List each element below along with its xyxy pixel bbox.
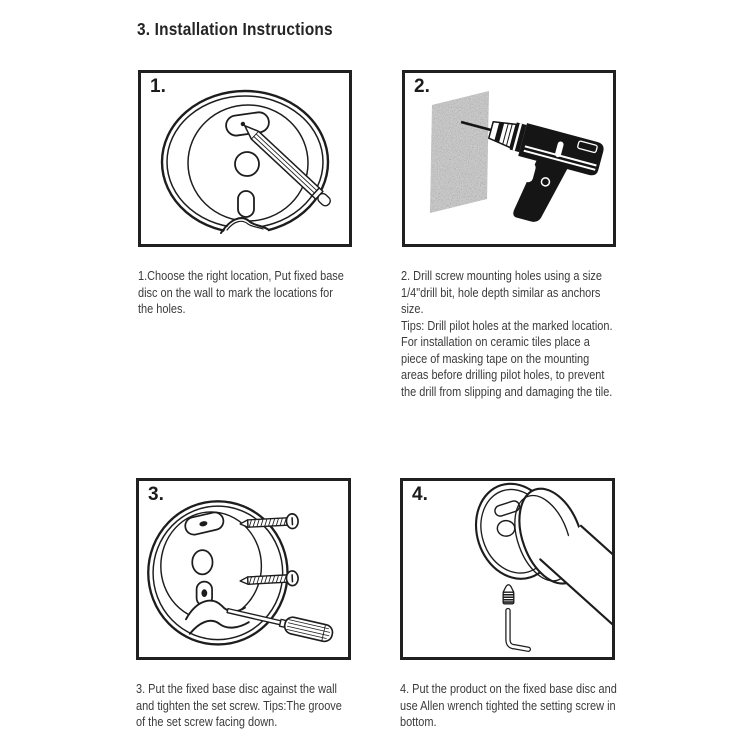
- step-1-panel: [138, 70, 352, 247]
- step-3-number: 3.: [148, 484, 164, 505]
- page-title: 3. Installation Instructions: [137, 19, 333, 39]
- step-2-number: 2.: [414, 76, 430, 97]
- allen-wrench-icon: [508, 611, 528, 650]
- center-hole: [235, 152, 259, 176]
- base-disc: [162, 91, 328, 244]
- set-screw-icon: [503, 585, 514, 604]
- step-1-caption: 1.Choose the right location, Put fixed base disc on the wall to mark the locations for the holes.: [138, 269, 344, 316]
- step-3-illustration-screws-screwdriver: [139, 481, 348, 657]
- drill-handle: [512, 158, 568, 228]
- step-1-illustration-base-disc-pencil: [141, 73, 349, 244]
- step-4-illustration-product-allen-wrench: [403, 481, 612, 657]
- step-1-number: 1.: [150, 76, 166, 97]
- step-4-caption: 4. Put the product on the fixed base disc and use Allen wrench tighted the setting screw in bottom.: [400, 682, 617, 729]
- center-hole: [497, 521, 514, 536]
- step-3-panel: [136, 478, 351, 660]
- step-2-panel: [402, 70, 616, 247]
- step-3-caption: 3. Put the fixed base disc against the wall and tighten the set screw. Tips:The groove of the set screw facing down.: [136, 682, 342, 729]
- bottom-slot: [238, 191, 254, 217]
- center-hole: [192, 550, 212, 574]
- step-4-panel: [400, 478, 615, 660]
- step-2-caption: 2. Drill screw mounting holes using a size 1/4"drill bit, hole depth similar as anchors size. Tips: Drill pilot holes at the marked location. For installation on ceramic tiles place a piece of masking tape on the mounting areas before drilling pilot holes, to prevent the drill from slipping and damaging the tile.: [401, 269, 613, 399]
- step-2-illustration-drill-wall: [405, 73, 613, 244]
- step-4-number: 4.: [412, 484, 428, 505]
